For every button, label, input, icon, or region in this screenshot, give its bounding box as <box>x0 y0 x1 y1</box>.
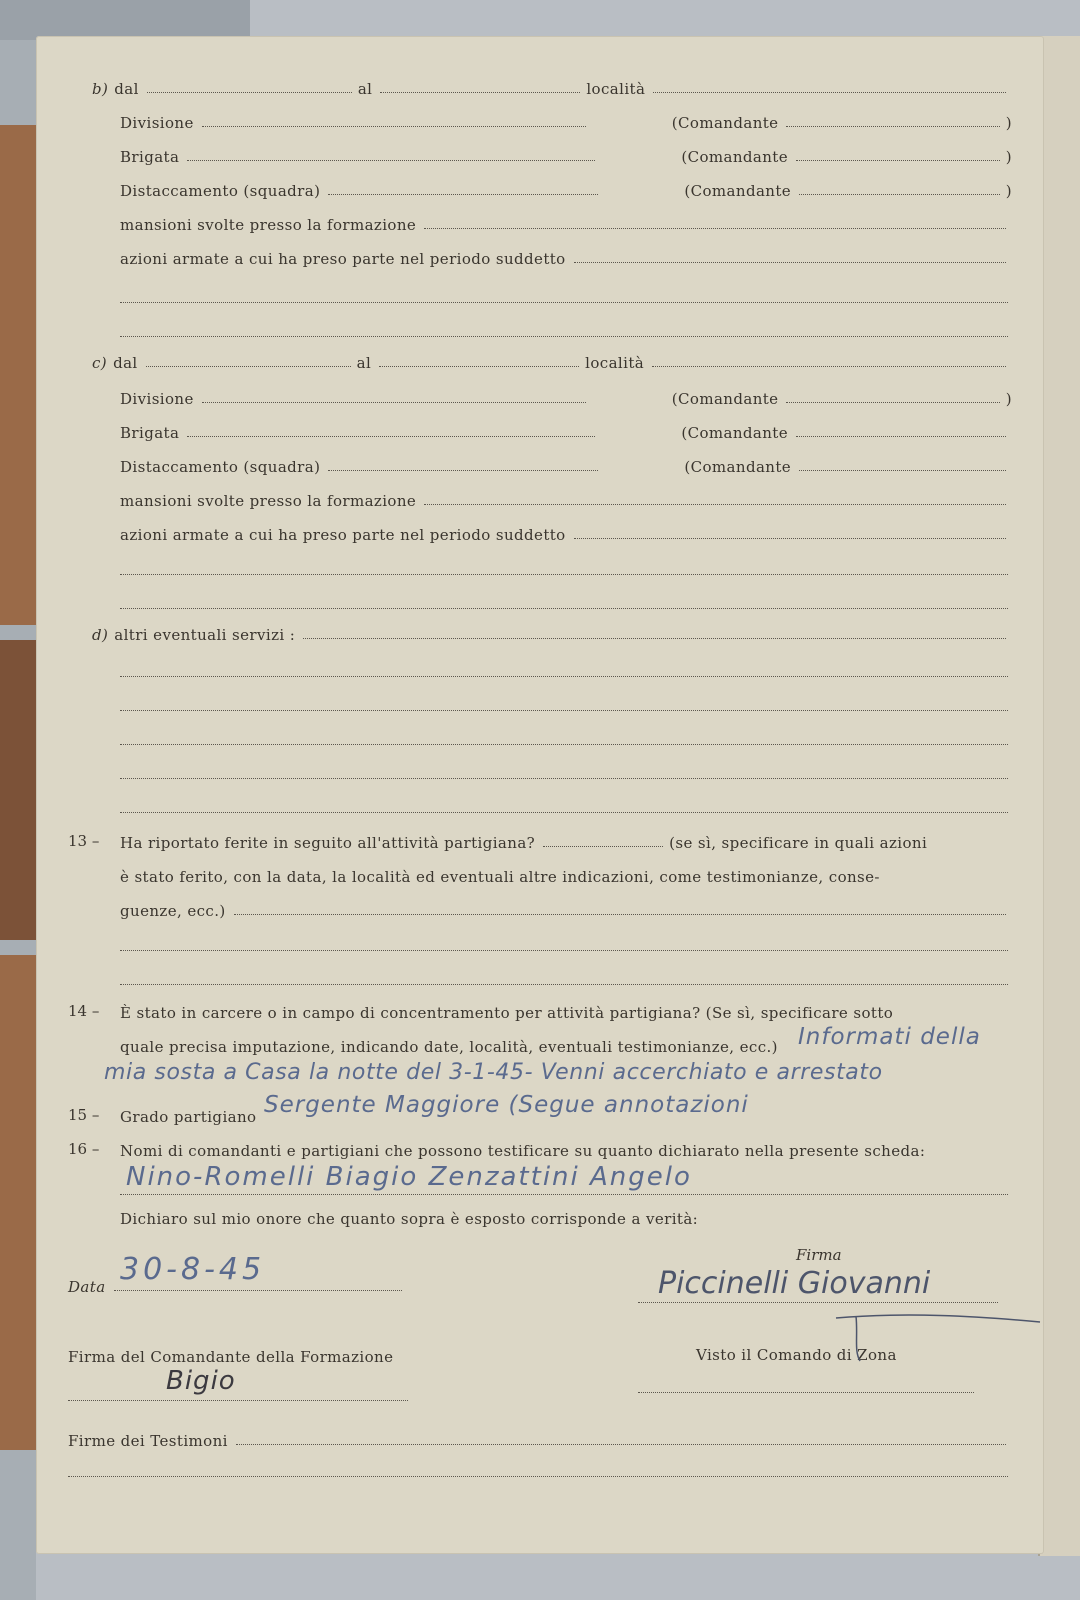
q13-question: Ha riportato ferite in seguito all'attività partigiana? <box>120 834 536 852</box>
adjacent-page-edge <box>1038 36 1080 1556</box>
folder-tab <box>0 640 40 940</box>
blank-line[interactable] <box>120 710 1008 711</box>
q15-number: 15 – <box>68 1106 100 1124</box>
al-label: al <box>357 80 373 98</box>
ribbon <box>0 0 250 40</box>
section-c-divisione-row <box>120 384 1012 408</box>
azioni-label: azioni armate a cui ha preso parte nel periodo suddetto <box>120 526 566 544</box>
mansioni-field[interactable] <box>424 504 1006 505</box>
signature-flourish <box>826 1276 1042 1366</box>
divisione-field[interactable] <box>202 126 586 127</box>
al-field[interactable] <box>379 366 579 367</box>
q13-tail: (se sì, specificare in quali azioni <box>669 834 928 852</box>
azioni-field[interactable] <box>574 538 1006 539</box>
distaccamento-field[interactable] <box>328 470 598 471</box>
blank-line[interactable] <box>120 336 1008 337</box>
comandante-label: (Comandante <box>671 390 779 408</box>
q13-number: 13 – <box>68 832 100 850</box>
brigata-field[interactable] <box>187 160 595 161</box>
section-c-mansioni-row <box>120 486 1012 510</box>
q14-line-1: È stato in carcere o in campo di concentramento per attività partigiana? (Se sì, specificare sotto <box>120 1004 894 1022</box>
dal-field[interactable] <box>146 366 351 367</box>
comandante-field[interactable] <box>796 436 1006 437</box>
mansioni-label: mansioni svolte presso la formazione <box>120 492 417 510</box>
folder-tab <box>0 955 40 1450</box>
data-field[interactable] <box>114 1290 402 1291</box>
divisione-label: Divisione <box>120 114 194 132</box>
azioni-label: azioni armate a cui ha preso parte nel periodo suddetto <box>120 250 566 268</box>
localita-label: località <box>585 354 645 372</box>
blank-line[interactable] <box>120 302 1008 303</box>
section-c-distaccamento-row <box>120 452 1012 476</box>
testimoni-label: Firme dei Testimoni <box>68 1432 228 1450</box>
comandante-field[interactable] <box>799 194 1000 195</box>
section-c-letter: c) <box>92 354 108 372</box>
blank-line[interactable] <box>120 812 1008 813</box>
dal-label: dal <box>114 80 139 98</box>
comandante-label: (Comandante <box>681 148 789 166</box>
localita-label: località <box>586 80 646 98</box>
section-b-mansioni-row <box>120 210 1012 234</box>
comandante-signature-line[interactable] <box>68 1400 408 1401</box>
applicant-signature: Piccinelli Giovanni <box>658 1266 931 1301</box>
form-sheet <box>36 36 1044 1554</box>
firma-comandante-label: Firma del Comandante della Formazione <box>68 1348 394 1366</box>
blank-line[interactable] <box>120 574 1008 575</box>
comandante-label: (Comandante <box>684 182 792 200</box>
divisione-label: Divisione <box>120 390 194 408</box>
section-d-letter: d) <box>92 626 109 644</box>
section-b-divisione-row <box>120 108 1012 132</box>
section-b-letter: b) <box>92 80 109 98</box>
firma-comandante-row <box>68 1342 468 1366</box>
al-field[interactable] <box>380 92 580 93</box>
data-handwritten-value: 30-8-45 <box>120 1252 266 1287</box>
section-c-azioni-row <box>120 520 1012 544</box>
q16-handwritten-answer: Nino-Romelli Biagio Zenzattini Angelo <box>126 1162 692 1192</box>
close-paren: ) <box>1005 390 1012 408</box>
comandante-field[interactable] <box>786 126 999 127</box>
q13-row-2 <box>120 862 1012 886</box>
distaccamento-label: Distaccamento (squadra) <box>120 182 321 200</box>
comandante-field[interactable] <box>799 470 1006 471</box>
folder-tab <box>0 125 40 625</box>
localita-field[interactable] <box>652 366 1006 367</box>
q13-line-2: è stato ferito, con la data, la località ed eventuali altre indicazioni, come testimonianze, conse- <box>120 868 880 886</box>
mansioni-field[interactable] <box>424 228 1006 229</box>
comandante-signature: Bigio <box>166 1366 236 1396</box>
brigata-label: Brigata <box>120 424 180 442</box>
q13-row-3 <box>120 896 1012 920</box>
section-b-distaccamento-row <box>120 176 1012 200</box>
brigata-label: Brigata <box>120 148 180 166</box>
q16-number: 16 – <box>68 1140 100 1158</box>
q16-label: Nomi di comandanti e partigiani che possono testificare su quanto dichiarato nella presente scheda: <box>120 1142 926 1160</box>
divisione-field[interactable] <box>202 402 586 403</box>
q15-label: Grado partigiano <box>120 1108 257 1126</box>
declaration-text: Dichiaro sul mio onore che quanto sopra è esposto corrisponde a verità: <box>120 1210 699 1228</box>
q14-row-1 <box>120 998 1012 1022</box>
visto-signature-line[interactable] <box>638 1392 974 1393</box>
comandante-label: (Comandante <box>684 458 792 476</box>
blank-line[interactable] <box>120 744 1008 745</box>
declaration-row <box>120 1204 1012 1228</box>
q16-row <box>120 1136 1012 1160</box>
dal-field[interactable] <box>147 92 352 93</box>
data-label: Data <box>68 1278 106 1296</box>
close-paren: ) <box>1005 182 1012 200</box>
al-label: al <box>356 354 372 372</box>
blank-line[interactable] <box>120 778 1008 779</box>
section-c-brigata-row <box>120 418 1012 442</box>
distaccamento-field[interactable] <box>328 194 598 195</box>
section-b-period-row <box>92 74 1012 98</box>
blank-line[interactable] <box>120 1194 1008 1195</box>
q15-handwritten-answer: Sergente Maggiore (Segue annotazioni <box>264 1092 749 1118</box>
azioni-field[interactable] <box>574 262 1006 263</box>
comandante-field[interactable] <box>796 160 1000 161</box>
brigata-field[interactable] <box>187 436 595 437</box>
comandante-label: (Comandante <box>671 114 779 132</box>
section-b-brigata-row <box>120 142 1012 166</box>
q15-row <box>120 1102 270 1126</box>
altri-servizi-field[interactable] <box>303 638 1006 639</box>
blank-line[interactable] <box>120 984 1008 985</box>
firma-label: Firma <box>796 1246 842 1264</box>
q14-handwritten-answer-a: Informati della <box>798 1024 981 1050</box>
q13-line-3: guenze, ecc.) <box>120 902 226 920</box>
comandante-field[interactable] <box>786 402 999 403</box>
blank-line[interactable] <box>120 950 1008 951</box>
section-d-row <box>92 620 1012 644</box>
testimoni-row <box>68 1426 1012 1450</box>
mansioni-label: mansioni svolte presso la formazione <box>120 216 417 234</box>
altri-servizi-label: altri eventuali servizi : <box>114 626 296 644</box>
localita-field[interactable] <box>653 92 1006 93</box>
blank-line[interactable] <box>68 1476 1008 1477</box>
visto-label: Visto il Comando di Zona <box>696 1346 897 1364</box>
section-c-period-row <box>92 348 1012 372</box>
dal-label: dal <box>113 354 138 372</box>
close-paren: ) <box>1005 114 1012 132</box>
q14-handwritten-answer-b: mia sosta a Casa la notte del 3-1-45- Venni accerchiato e arrestato <box>104 1060 883 1085</box>
q14-number: 14 – <box>68 1002 100 1020</box>
blank-line[interactable] <box>120 676 1008 677</box>
blank-line[interactable] <box>120 608 1008 609</box>
comandante-label: (Comandante <box>681 424 789 442</box>
section-b-azioni-row <box>120 244 1012 268</box>
q13-answer-field[interactable] <box>543 846 663 847</box>
q14-line-2: quale precisa imputazione, indicando date, località, eventuali testimonianze, ecc.) <box>120 1038 778 1056</box>
testimoni-field[interactable] <box>236 1444 1006 1445</box>
q13-details-field[interactable] <box>234 914 1006 915</box>
close-paren: ) <box>1005 148 1012 166</box>
distaccamento-label: Distaccamento (squadra) <box>120 458 321 476</box>
q13-row-1 <box>120 828 1012 852</box>
